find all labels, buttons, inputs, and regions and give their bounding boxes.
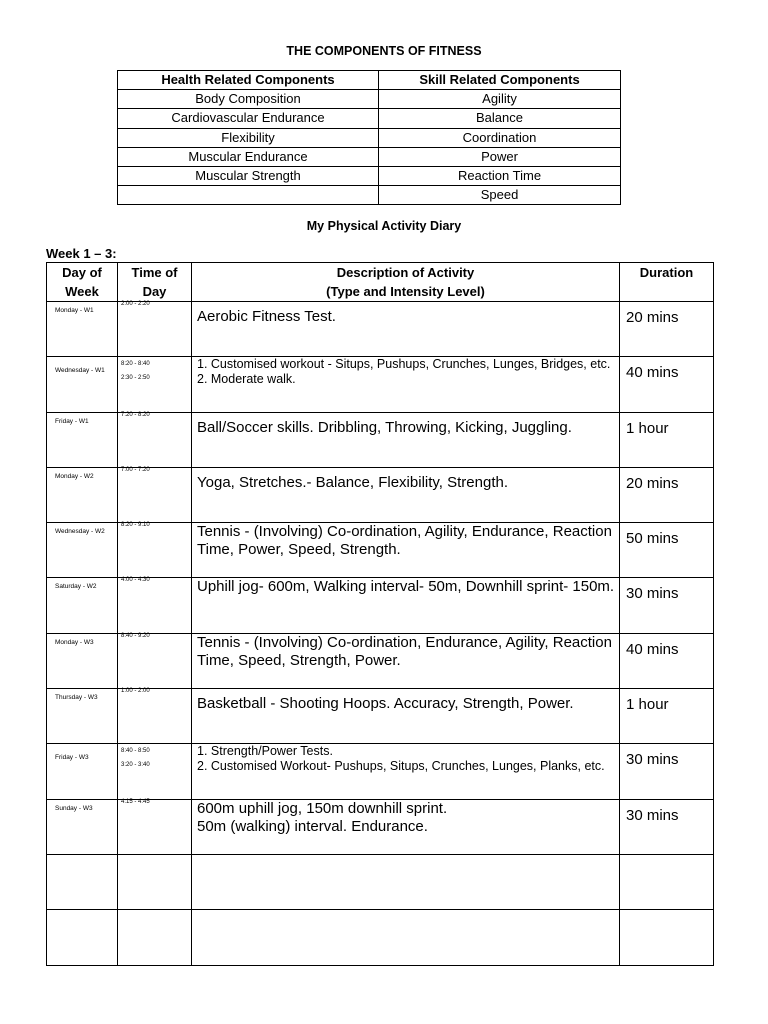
components-row xyxy=(118,147,621,166)
description-text: 2. Customised Workout- Pushups, Situps, Crunches, Lunges, Planks, etc. xyxy=(197,759,605,774)
time-label: 8:20 - 8:40 xyxy=(121,361,150,368)
day-cell xyxy=(47,357,118,412)
description-cell xyxy=(192,910,620,965)
description-cell xyxy=(192,744,620,799)
time-label: 7:00 - 7:20 xyxy=(121,466,150,473)
day-cell xyxy=(47,799,118,854)
time-label: 2:30 - 2:50 xyxy=(121,375,150,382)
week-label: Week 1 – 3: xyxy=(46,246,117,261)
components-row xyxy=(118,90,621,109)
diary-row xyxy=(47,467,714,522)
time-cell xyxy=(118,578,192,633)
day-label: Friday - W3 xyxy=(55,754,89,762)
day-cell xyxy=(47,854,118,909)
duration-value: 20 mins xyxy=(626,474,679,492)
day-label: Monday - W1 xyxy=(55,307,94,314)
day-cell xyxy=(47,689,118,744)
description-cell xyxy=(192,357,620,412)
day-cell xyxy=(47,633,118,688)
diary-row xyxy=(47,412,714,467)
components-row xyxy=(118,186,621,205)
time-label: 7:20 - 8:20 xyxy=(121,411,150,418)
duration-cell xyxy=(620,357,714,412)
description-cell xyxy=(192,523,620,578)
header-health-related: Health Related Components xyxy=(118,71,379,90)
time-label: 8:40 - 9:20 xyxy=(121,632,150,639)
description-cell xyxy=(192,412,620,467)
header-description: Description of Activity (Type and Intensity Level) xyxy=(192,263,620,302)
day-cell xyxy=(47,910,118,965)
diary-row xyxy=(47,302,714,357)
day-label xyxy=(47,855,117,860)
description-cell xyxy=(192,467,620,522)
day-label: Wednesday - W1 xyxy=(55,367,105,375)
duration-cell xyxy=(620,578,714,633)
duration-cell xyxy=(620,412,714,467)
time-label: 4:00 - 4:30 xyxy=(121,577,150,584)
diary-row xyxy=(47,633,714,688)
day-label: Wednesday - W2 xyxy=(55,528,105,536)
duration-value xyxy=(620,910,713,917)
header-day: Day of Week xyxy=(47,263,118,302)
duration-value: 20 mins xyxy=(626,309,679,326)
day-cell xyxy=(47,744,118,799)
time-cell xyxy=(118,633,192,688)
health-component-cell: Muscular Strength xyxy=(118,166,379,185)
description-text: 2. Moderate walk. xyxy=(197,372,296,387)
skill-component-cell: Coordination xyxy=(379,128,621,147)
day-label: Sunday - W3 xyxy=(55,804,93,812)
health-component-cell: Muscular Endurance xyxy=(118,147,379,166)
time-cell xyxy=(118,799,192,854)
diary-row xyxy=(47,357,714,412)
header-time: Time of Day xyxy=(118,263,192,302)
diary-title: My Physical Activity Diary xyxy=(306,219,462,233)
time-cell xyxy=(118,302,192,357)
components-row xyxy=(118,166,621,185)
day-label xyxy=(47,910,117,915)
health-component-cell: Cardiovascular Endurance xyxy=(118,109,379,128)
duration-value: 40 mins xyxy=(626,364,679,382)
time-cell xyxy=(118,523,192,578)
description-text: Yoga, Stretches.- Balance, Flexibility, Strength. xyxy=(197,473,508,491)
description-text: Tennis - (Involving) Co-ordination, Agility, Endurance, Reaction Time, Power, Speed, Strength. xyxy=(197,523,612,559)
duration-value: 40 mins xyxy=(626,640,679,658)
day-label: Monday - W3 xyxy=(55,638,94,646)
description-cell xyxy=(192,689,620,744)
diary-header-row xyxy=(47,263,714,302)
duration-cell xyxy=(620,689,714,744)
time-label: 2:00 - 2:20 xyxy=(121,301,150,307)
components-header-row xyxy=(118,71,621,90)
duration-value: 30 mins xyxy=(626,585,679,603)
skill-component-cell: Balance xyxy=(379,109,621,128)
header-duration: Duration xyxy=(620,263,714,302)
day-label: Friday - W1 xyxy=(55,417,89,425)
duration-value: 50 mins xyxy=(626,530,679,548)
skill-component-cell: Power xyxy=(379,147,621,166)
diary-row xyxy=(47,689,714,744)
diary-row xyxy=(47,523,714,578)
time-cell xyxy=(118,854,192,909)
day-cell xyxy=(47,578,118,633)
description-text: Aerobic Fitness Test. xyxy=(197,308,336,325)
duration-value xyxy=(620,855,713,862)
skill-component-cell: Agility xyxy=(379,90,621,109)
duration-cell xyxy=(620,744,714,799)
time-cell xyxy=(118,744,192,799)
duration-value: 30 mins xyxy=(626,751,679,769)
diary-row xyxy=(47,744,714,799)
time-cell xyxy=(118,910,192,965)
description-text: Basketball - Shooting Hoops. Accuracy, Strength, Power. xyxy=(197,695,574,713)
time-label: 8:40 - 8:50 xyxy=(121,748,150,755)
fitness-components-table xyxy=(117,70,621,205)
duration-cell xyxy=(620,523,714,578)
duration-cell xyxy=(620,467,714,522)
day-cell xyxy=(47,467,118,522)
duration-cell xyxy=(620,633,714,688)
duration-value: 1 hour xyxy=(626,419,669,437)
day-cell xyxy=(47,523,118,578)
description-text: 600m uphill jog, 150m downhill sprint. xyxy=(197,799,448,817)
day-label: Thursday - W3 xyxy=(55,694,98,702)
health-component-cell: Body Composition xyxy=(118,90,379,109)
components-row xyxy=(118,128,621,147)
components-row xyxy=(118,109,621,128)
day-cell xyxy=(47,412,118,467)
time-label: 1:00 - 2:00 xyxy=(121,688,150,695)
time-label: 8:20 - 9:10 xyxy=(121,522,150,529)
time-label: 4:15 - 4:45 xyxy=(121,798,150,805)
duration-value: 1 hour xyxy=(626,696,669,714)
health-component-cell xyxy=(118,186,379,205)
header-skill-related: Skill Related Components xyxy=(379,71,621,90)
diary-row xyxy=(47,910,714,965)
time-cell xyxy=(118,467,192,522)
time-cell xyxy=(118,412,192,467)
duration-cell xyxy=(620,799,714,854)
description-cell xyxy=(192,633,620,688)
time-cell xyxy=(118,357,192,412)
description-text: Ball/Soccer skills. Dribbling, Throwing, Kicking, Juggling. xyxy=(197,418,572,436)
description-text: 50m (walking) interval. Endurance. xyxy=(197,817,428,835)
description-cell xyxy=(192,302,620,357)
skill-component-cell: Reaction Time xyxy=(379,166,621,185)
time-cell xyxy=(118,689,192,744)
duration-cell xyxy=(620,302,714,357)
skill-component-cell: Speed xyxy=(379,186,621,205)
description-cell xyxy=(192,854,620,909)
activity-diary-table xyxy=(46,262,714,966)
diary-row xyxy=(47,854,714,909)
description-text: Uphill jog- 600m, Walking interval- 50m, Downhill sprint- 150m. xyxy=(197,578,615,596)
description-text: 1. Customised workout - Situps, Pushups, Crunches, Lunges, Bridges, etc. xyxy=(197,357,611,372)
day-label: Monday - W2 xyxy=(55,472,94,480)
health-component-cell: Flexibility xyxy=(118,128,379,147)
description-cell xyxy=(192,578,620,633)
duration-cell xyxy=(620,854,714,909)
day-label: Saturday - W2 xyxy=(55,583,97,591)
day-cell xyxy=(47,302,118,357)
duration-cell xyxy=(620,910,714,965)
description-cell xyxy=(192,799,620,854)
description-text: 1. Strength/Power Tests. xyxy=(197,744,333,759)
duration-value: 30 mins xyxy=(626,806,679,824)
description-text: Tennis - (Involving) Co-ordination, Endurance, Agility, Reaction Time, Speed, Strength, Power. xyxy=(197,633,612,669)
page-title: THE COMPONENTS OF FITNESS xyxy=(286,44,482,58)
diary-row xyxy=(47,799,714,854)
diary-row xyxy=(47,578,714,633)
time-label: 3:20 - 3:40 xyxy=(121,762,150,769)
